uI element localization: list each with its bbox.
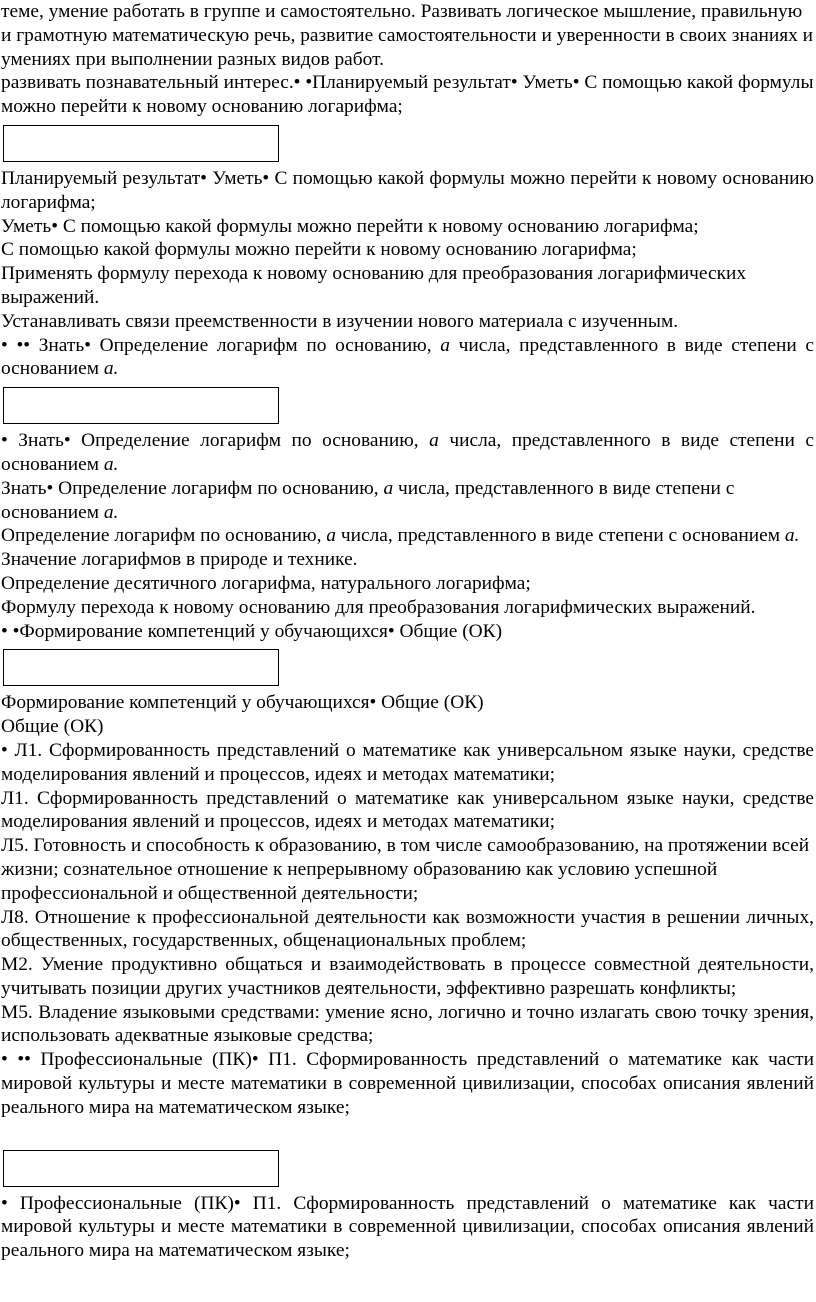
paragraph-definition: Определение логарифм по основанию, а числа, представленного в виде степени с основанием а.: [1, 525, 800, 547]
empty-frame: [3, 1150, 279, 1187]
empty-frame: [3, 387, 279, 424]
paragraph-l1-bullet: • Л1. Сформированность представлений о математике как универсальном языке науки, средстве моделирования явлений и процессов, идеях и методах математики;: [1, 739, 814, 785]
paragraph-know-bullets: • •• Знать• Определение логарифм по основанию, а числа, представленного в виде степени с основанием а.: [1, 334, 814, 380]
paragraph-l8: Л8. Отношение к профессиональной деятельности как возможности участия в решении личных, общественных, государственных, общенациональных проблем;: [1, 906, 814, 952]
paragraph-know: Знать• Определение логарифм по основанию, а числа, представленного в виде степени с основанием а.: [1, 477, 735, 523]
paragraph-formula-question: С помощью какой формулы можно перейти к новому основанию логарифма;: [1, 239, 637, 261]
paragraph-m2: М2. Умение продуктивно общаться и взаимодействовать в процессе совместной деятельности, учитывать позиции других участников деятельности, эффективно разрешать конфликты;: [1, 954, 814, 999]
paragraph-m5: М5. Владение языковыми средствами: умение ясно, логично и точно излагать свою точку зрения, использовать адекватные языковые средства;: [1, 1001, 814, 1047]
paragraph-l1: Л1. Сформированность представлений о математике как универсальном языке науки, средстве моделирования явлений и процессов, идеях и методах математики;: [1, 787, 814, 833]
paragraph-establish-links: Устанавливать связи преемственности в изучении нового материала с изученным.: [1, 310, 679, 332]
paragraph-planned-result: Планируемый результат• Уметь• С помощью какой формулы можно перейти к новому основанию логарифма;: [1, 167, 814, 213]
paragraph-apply-formula: Применять формулу перехода к новому основанию для преобразования логарифмических выражений.: [1, 263, 747, 308]
paragraph-professional-bullets: • •• Профессиональные (ПК)• П1. Сформированность представлений о математике как части мировой культуры и месте математики в современной цивилизации, способах описания явлений реального мира на математическом языке;: [1, 1049, 814, 1118]
paragraph-intro: теме, умение работать в группе и самостоятельно. Развивать логическое мышление, правильную и грамотную математическую речь, развитие самостоятельности и уверенности в своих знаниях и умениях при выполнении разных видов работ.: [1, 1, 814, 70]
empty-frame: [3, 125, 279, 162]
paragraph-competencies: Формирование компетенций у обучающихся• Общие (ОК): [1, 692, 484, 714]
paragraph-decimal-log: Определение десятичного логарифма, натурального логарифма;: [1, 572, 531, 594]
paragraph-know-bullet: • Знать• Определение логарифм по основанию, а числа, представленного в виде степени с основанием а.: [1, 430, 814, 475]
empty-frame: [3, 649, 279, 686]
paragraph-l5: Л5. Готовность и способность к образованию, в том числе самообразованию, на протяжении всей жизни; сознательное отношение к непрерывному образованию как условию успешной профессиональной и общественной деятельности;: [1, 835, 810, 904]
paragraph-interest: развивать познавательный интерес.• •Планируемый результат• Уметь• С помощью какой формулы можно перейти к новому основанию логарифма;: [1, 72, 814, 118]
paragraph-umet: Уметь• С помощью какой формулы можно перейти к новому основанию логарифма;: [1, 215, 699, 237]
paragraph-significance: Значение логарифмов в природе и технике.: [1, 549, 358, 571]
paragraph-competencies-bullets: • •Формирование компетенций у обучающихся• Общие (ОК): [1, 620, 503, 642]
paragraph-transition-formula: Формулу перехода к новому основанию для преобразования логарифмических выражений.: [1, 596, 756, 618]
paragraph-professional: • Профессиональные (ПК)• П1. Сформированность представлений о математике как части мировой культуры и месте математики в современной цивилизации, способах описания явлений реального мира на математическом языке;: [1, 1192, 814, 1262]
paragraph-general-ok: Общие (ОК): [1, 716, 104, 738]
